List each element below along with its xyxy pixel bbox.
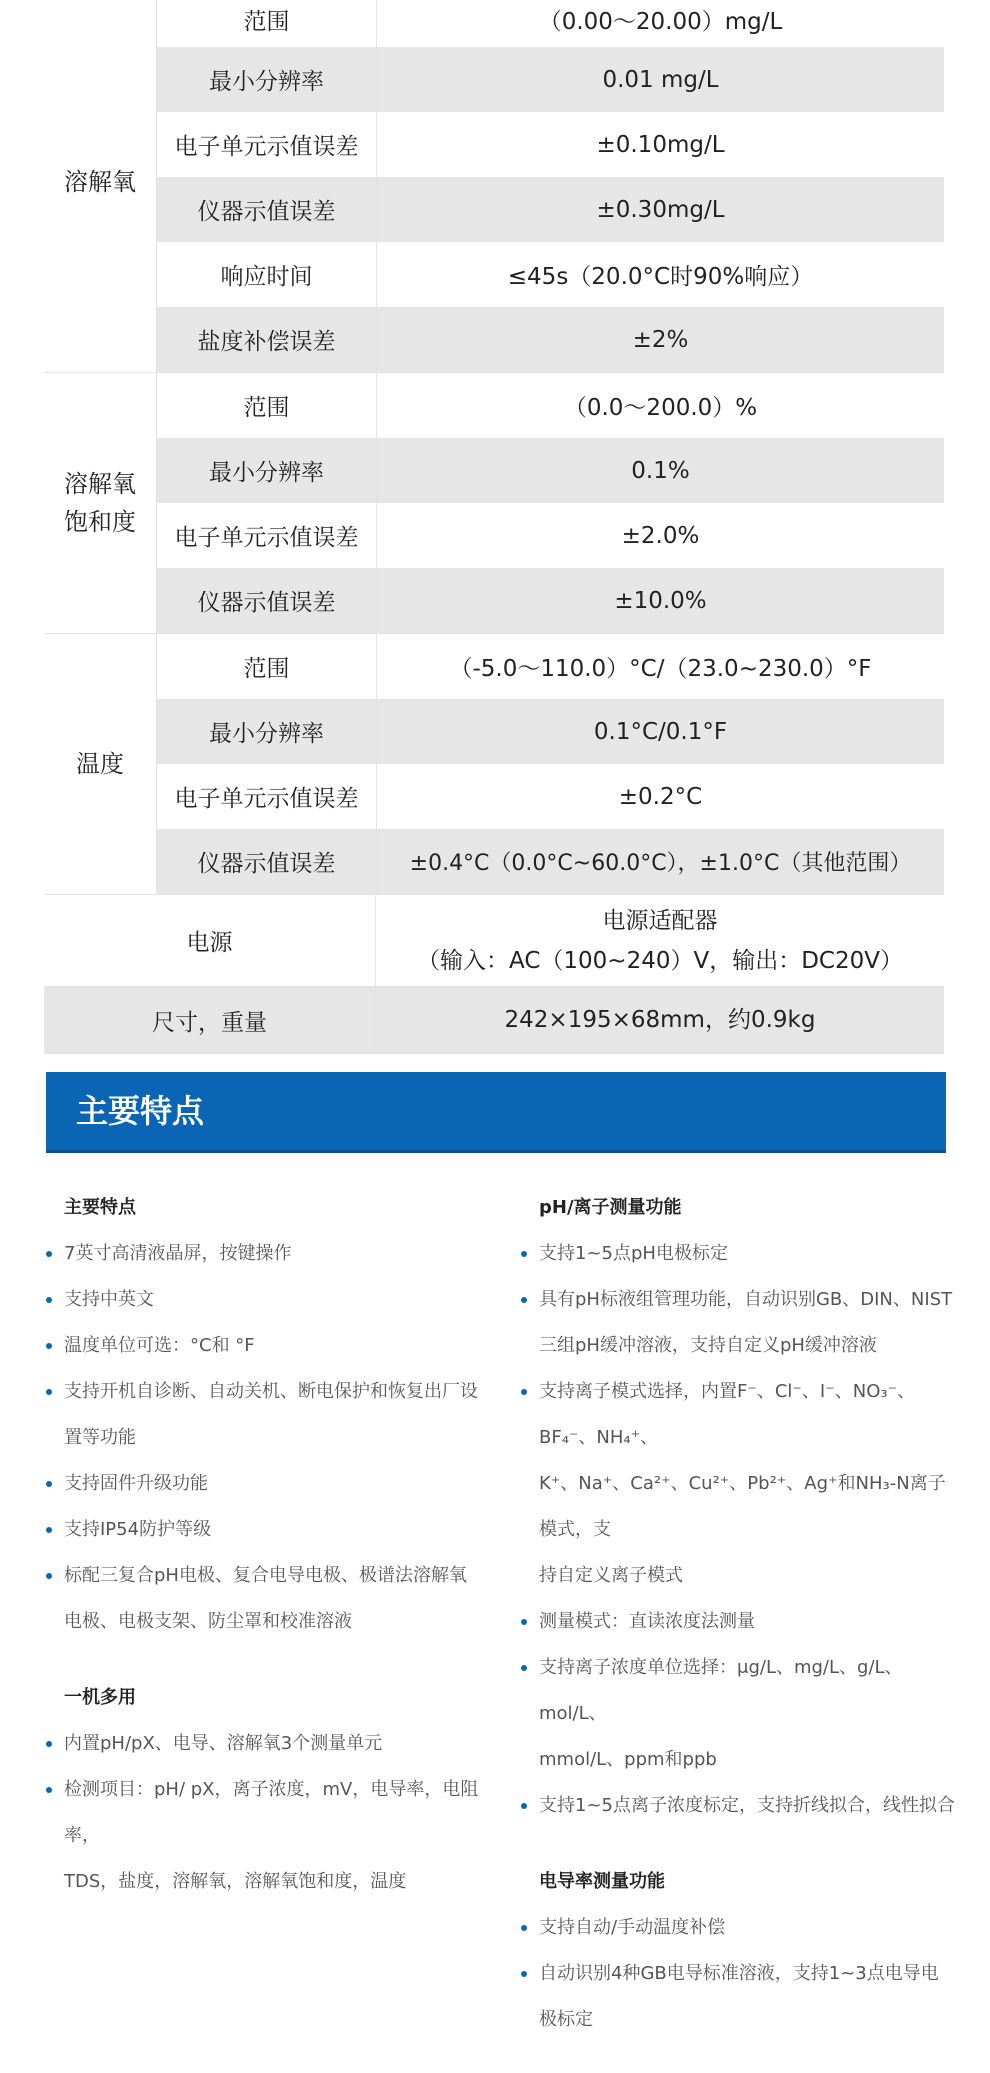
spec-row bbox=[157, 112, 944, 177]
section-banner bbox=[46, 1072, 946, 1153]
spec-key: 范围 bbox=[157, 634, 377, 699]
spec-row bbox=[157, 0, 944, 47]
spec-row bbox=[157, 634, 944, 699]
list-item: 支持离子浓度单位选择：μg/L、mg/L、g/L、mol/L、 bbox=[519, 1645, 959, 1737]
feature-list bbox=[44, 1721, 484, 1905]
group-label: 温度 bbox=[44, 634, 157, 894]
list-item: 支持IP54防护等级 bbox=[44, 1507, 484, 1553]
spec-group-do-saturation bbox=[44, 373, 944, 634]
list-item: 内置pH/pX、电导、溶解氧3个测量单元 bbox=[44, 1721, 484, 1767]
spec-table bbox=[44, 0, 944, 1054]
spec-value: 0.1°C/0.1°F bbox=[593, 718, 728, 745]
group-label: 溶解氧 bbox=[44, 0, 157, 372]
spec-value: 242×195×68mm，约0.9kg bbox=[504, 1007, 816, 1033]
feature-list bbox=[519, 1231, 959, 1829]
spec-row bbox=[157, 373, 944, 438]
list-item: 支持1~5点pH电极标定 bbox=[519, 1231, 959, 1277]
spec-key: 电子单元示值误差 bbox=[157, 764, 377, 829]
list-item-continuation: 电极、电极支架、防尘罩和校准溶液 bbox=[64, 1611, 352, 1632]
group-label bbox=[44, 373, 157, 633]
spec-key: 仪器示值误差 bbox=[157, 177, 377, 242]
spec-key: 仪器示值误差 bbox=[157, 568, 377, 633]
group-label-line: 溶解氧 bbox=[64, 470, 136, 498]
spec-row bbox=[157, 438, 944, 503]
spec-key: 范围 bbox=[157, 373, 377, 438]
list-item: 支持离子模式选择，内置F⁻、Cl⁻、I⁻、NO₃⁻、BF₄⁻、NH₄⁺、 bbox=[519, 1369, 959, 1461]
list-item: 支持开机自诊断、自动关机、断电保护和恢复出厂设 bbox=[44, 1369, 484, 1415]
spec-group-do bbox=[44, 0, 944, 373]
spec-value: ±2.0% bbox=[621, 522, 700, 549]
spec-value: （-5.0～110.0）°C/（23.0~230.0）°F bbox=[449, 656, 872, 682]
feature-section-title: 主要特点 bbox=[64, 1197, 136, 1218]
spec-row-size bbox=[44, 987, 944, 1054]
list-item-continuation: 三组pH缓冲溶液，支持自定义pH缓冲溶液 bbox=[539, 1335, 877, 1356]
spec-value: ±0.2°C bbox=[618, 783, 703, 810]
spec-value bbox=[376, 901, 944, 981]
spec-value: ±0.10mg/L bbox=[596, 131, 725, 158]
spec-value: 0.1% bbox=[631, 457, 690, 484]
spec-value: ≤45s（20.0°C时90%响应） bbox=[507, 264, 814, 290]
spec-row bbox=[157, 177, 944, 242]
list-item: 支持自动/手动温度补偿 bbox=[519, 1905, 959, 1951]
spec-key: 电子单元示值误差 bbox=[157, 112, 377, 177]
spec-row bbox=[157, 47, 944, 112]
spec-key: 盐度补偿误差 bbox=[157, 307, 377, 372]
spec-value-line: 电源适配器 bbox=[602, 907, 718, 934]
list-item-continuation: 持自定义离子模式 bbox=[539, 1565, 683, 1586]
spec-key: 响应时间 bbox=[157, 242, 377, 307]
list-item-continuation: 极标定 bbox=[539, 2009, 593, 2030]
section-banner-title: 主要特点 bbox=[76, 1092, 205, 1130]
group-label-line: 饱和度 bbox=[64, 508, 136, 536]
list-item: 测量模式：直读浓度法测量 bbox=[519, 1599, 959, 1645]
list-item: 自动识别4种GB电导标准溶液，支持1~3点电导电 bbox=[519, 1951, 959, 1997]
spec-key: 范围 bbox=[157, 0, 377, 47]
spec-key: 仪器示值误差 bbox=[157, 829, 377, 894]
list-item: 支持固件升级功能 bbox=[44, 1461, 484, 1507]
feature-list bbox=[519, 1905, 959, 2043]
spec-key: 电源 bbox=[44, 895, 376, 986]
spec-row bbox=[157, 242, 944, 307]
spec-value: 0.01 mg/L bbox=[602, 66, 719, 93]
spec-row bbox=[157, 568, 944, 633]
feature-section-title: 一机多用 bbox=[64, 1687, 136, 1708]
spec-row bbox=[157, 699, 944, 764]
spec-key: 电子单元示值误差 bbox=[157, 503, 377, 568]
list-item: 支持1~5点离子浓度标定，支持折线拟合，线性拟合 bbox=[519, 1783, 959, 1829]
list-item-continuation: TDS，盐度，溶解氧，溶解氧饱和度，温度 bbox=[64, 1871, 407, 1892]
list-item: 具有pH标液组管理功能，自动识别GB、DIN、NIST bbox=[519, 1277, 959, 1323]
spec-key: 最小分辨率 bbox=[157, 699, 377, 764]
list-item-continuation: mmol/L、ppm和ppb bbox=[539, 1749, 717, 1770]
features-left-column bbox=[44, 1185, 484, 1935]
list-item: 支持中英文 bbox=[44, 1277, 484, 1323]
spec-value: ±0.4°C（0.0°C~60.0°C），±1.0°C（其他范围） bbox=[409, 851, 912, 876]
spec-value: ±0.30mg/L bbox=[596, 196, 725, 223]
spec-value-line: （输入：AC（100~240）V，输出：DC20V） bbox=[417, 947, 903, 974]
spec-value: （0.00～20.00）mg/L bbox=[538, 9, 783, 35]
list-item: 7英寸高清液晶屏，按键操作 bbox=[44, 1231, 484, 1277]
spec-value: （0.0～200.0）% bbox=[563, 395, 758, 421]
list-item: 标配三复合pH电极、复合电导电极、极谱法溶解氧 bbox=[44, 1553, 484, 1599]
spec-row bbox=[157, 503, 944, 568]
list-item: 检测项目：pH/ pX，离子浓度，mV，电导率，电阻率， bbox=[44, 1767, 484, 1859]
spec-value: ±10.0% bbox=[614, 587, 707, 614]
feature-section-title: pH/离子测量功能 bbox=[539, 1197, 682, 1218]
spec-row bbox=[157, 764, 944, 829]
list-item: 温度单位可选：°C和 °F bbox=[44, 1323, 484, 1369]
spec-row-power bbox=[44, 895, 944, 987]
spec-key: 最小分辨率 bbox=[157, 438, 377, 503]
spec-group-temperature bbox=[44, 634, 944, 895]
spec-row bbox=[157, 829, 944, 894]
spec-row bbox=[157, 307, 944, 372]
features-right-column bbox=[519, 1185, 959, 2073]
list-item-continuation: K⁺、Na⁺、Ca²⁺、Cu²⁺、Pb²⁺、Ag⁺和NH₃-N离子模式，支 bbox=[539, 1473, 946, 1540]
spec-value: ±2% bbox=[632, 326, 689, 353]
spec-key: 最小分辨率 bbox=[157, 47, 377, 112]
list-item-continuation: 置等功能 bbox=[64, 1427, 136, 1448]
feature-section-title: 电导率测量功能 bbox=[539, 1871, 665, 1892]
spec-key: 尺寸，重量 bbox=[44, 987, 376, 1053]
feature-list bbox=[44, 1231, 484, 1645]
